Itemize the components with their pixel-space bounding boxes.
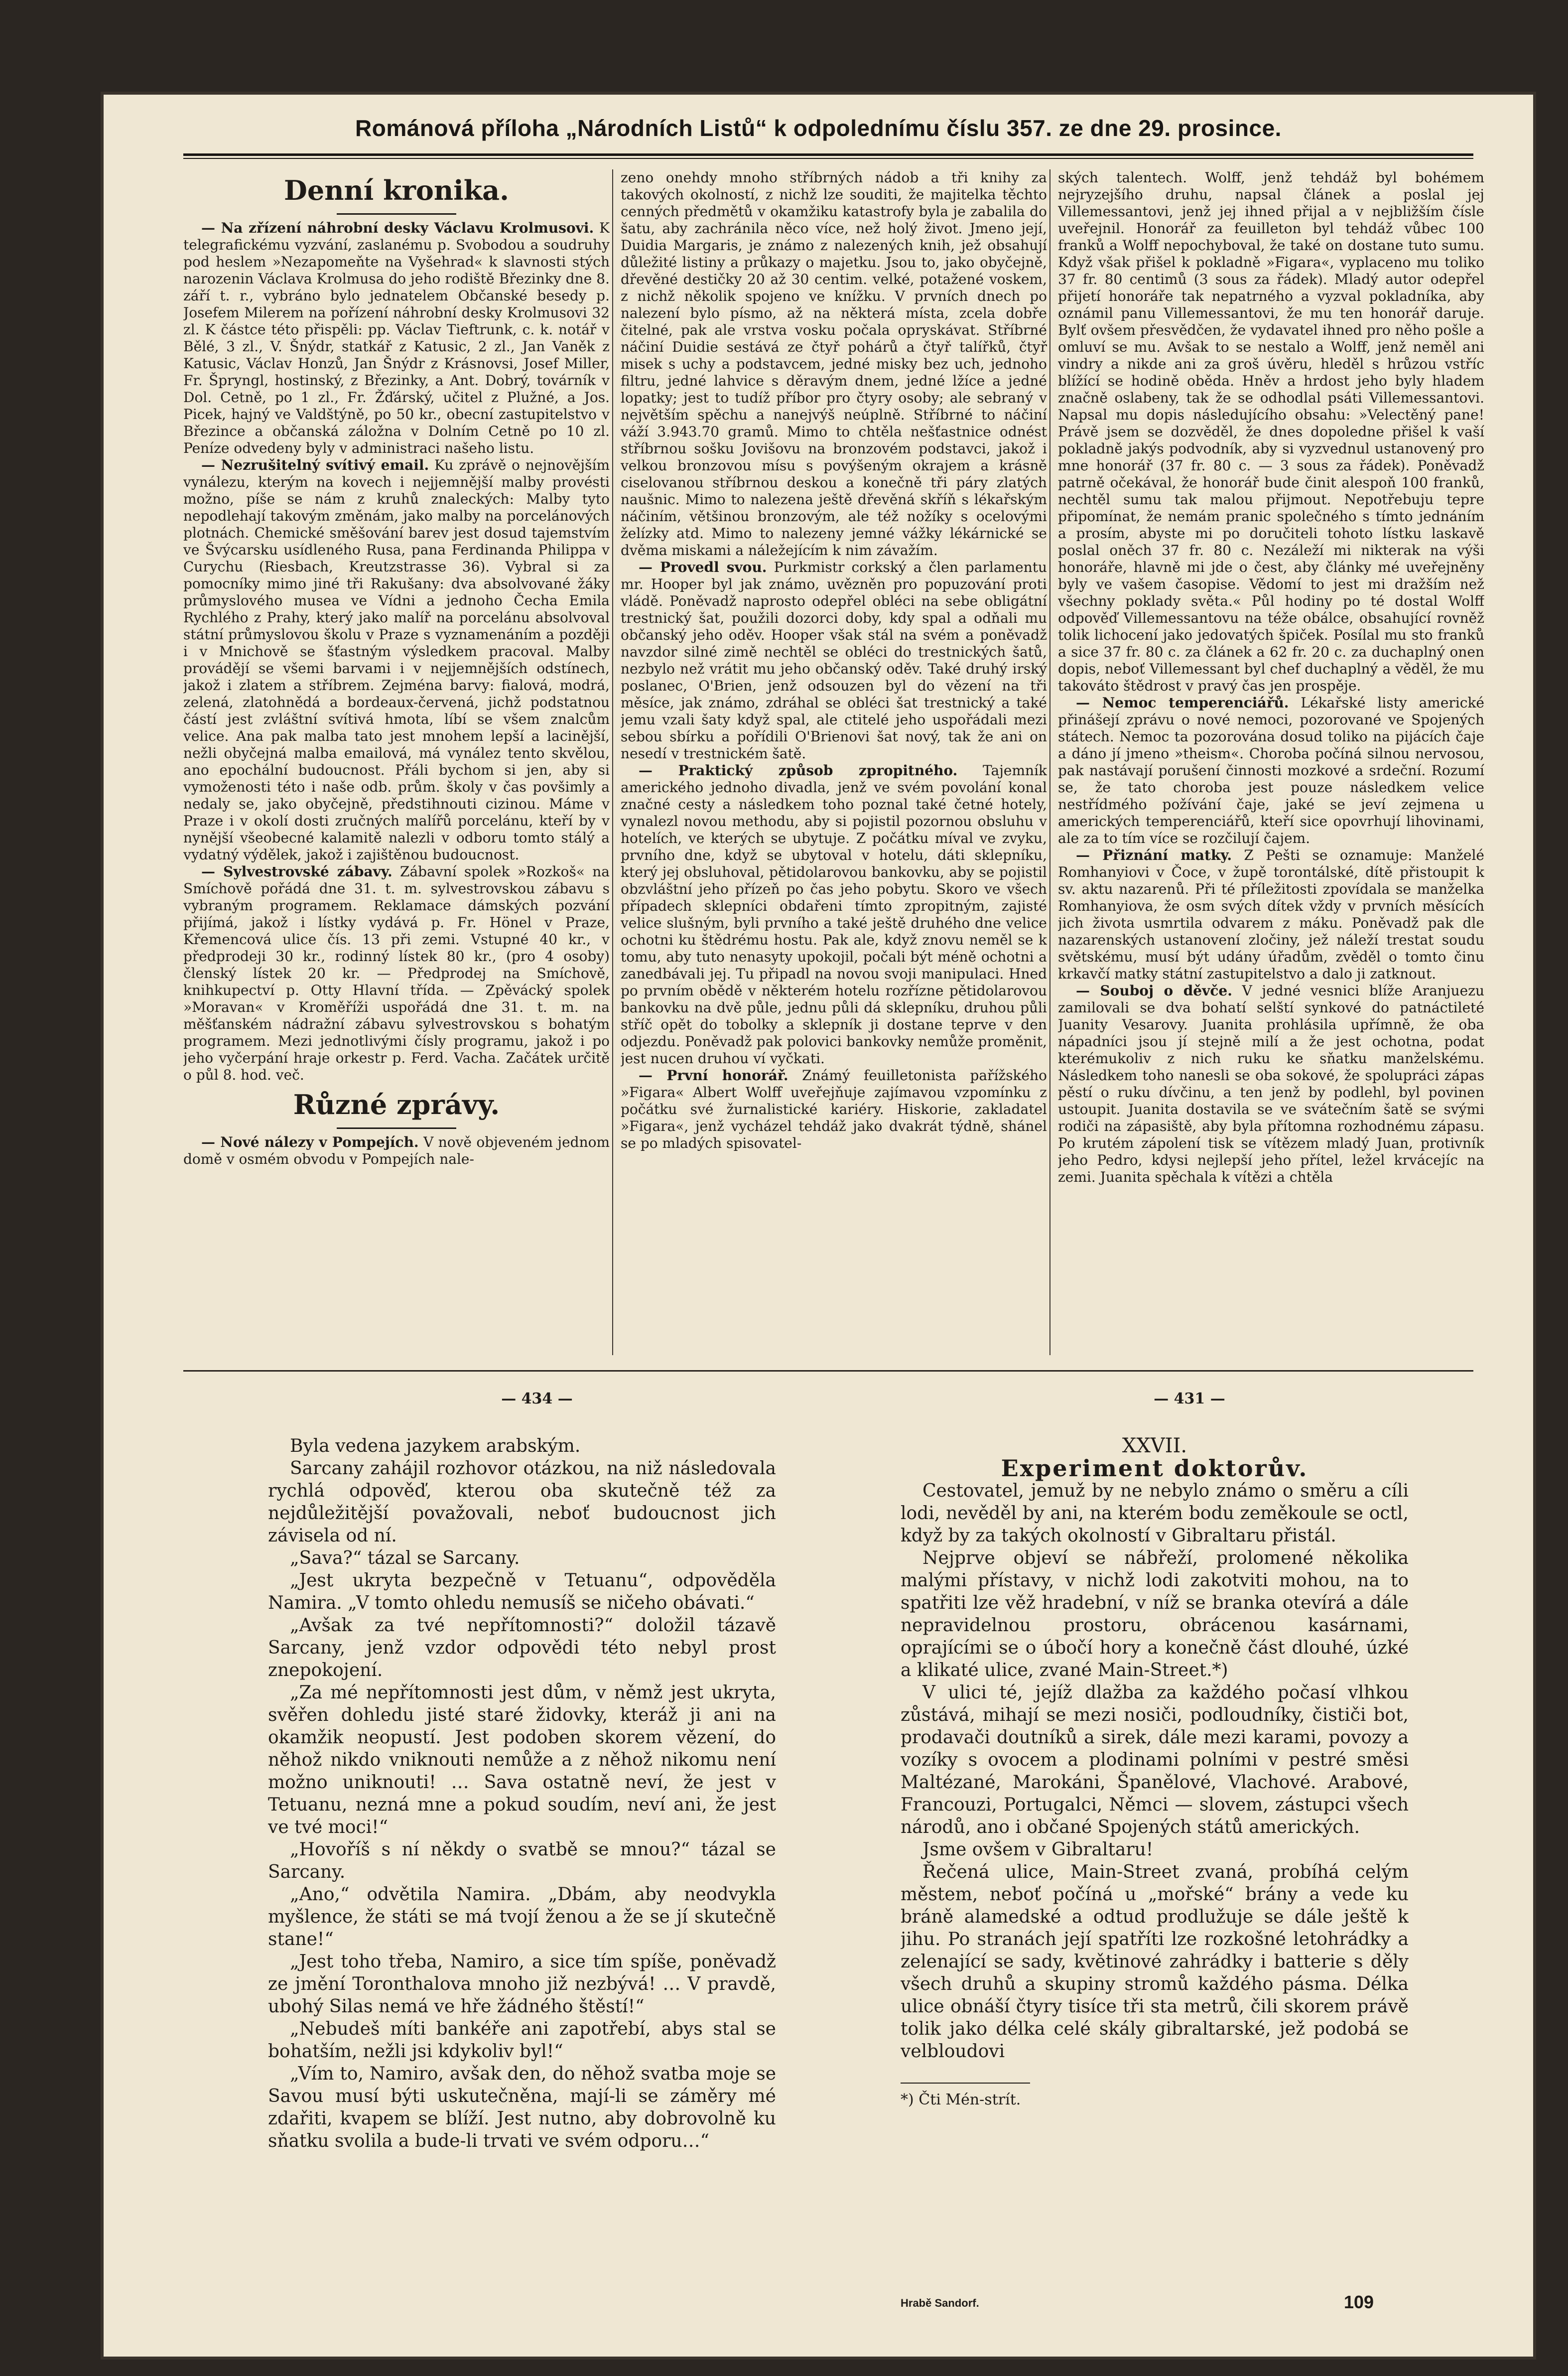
news-column-3	[1058, 169, 1484, 1355]
novel-paragraph: Cestovatel, jemuž by ne nebylo známo o směru a cíli lodi, nevěděl by ani, na kterém bodu zeměkoule se octl, když by za takých okolností v Gibraltaru přistál.	[901, 1481, 1409, 1546]
news-item	[183, 1134, 610, 1168]
novel-page-right	[901, 1435, 1409, 2292]
news-text: Lékařské listy americké přinášejí zprávu o nové nemoci, pozorované ve Spojených státech. Nemoc ta pozorována dosud toliko na pijácích čaje a dáno jí jmeno »theism«. Choroba počíná silnou nervosou, pak nastávají porušení činnosti mozkové a srdeční. Rozumí se, že tato choroba jest pouze následkem velice nestřídmého požívání čaje, jaké se jeví zejmena u amerických temperenciářů, kteří sice opovrhují lihovinami, ale za to tím více se rozčilují čajem.	[1058, 695, 1484, 846]
news-item	[621, 762, 1047, 1067]
news-item	[1058, 847, 1484, 982]
novel-paragraph: Jsme ovšem v Gibraltaru!	[922, 1839, 1154, 1860]
page-header: Románová příloha „Národních Listů“ k odpolednímu číslu 357. ze dne 29. prosince.	[355, 115, 1282, 141]
news-item	[1058, 695, 1484, 847]
novel-paragraph: „Ano,“ odvětila Namira. „Dbám, aby neodvykla myšlence, že státi se má tvojí ženou a že se jí skutečně stane!“	[268, 1884, 776, 1950]
news-rubric: — Na zřízení náhrobní desky Václavu Krolmusovi.	[201, 220, 594, 236]
footnote-rule	[901, 2083, 1030, 2084]
news-column-1	[183, 169, 610, 1355]
page-number-right: — 431 —	[1154, 1390, 1225, 1407]
novel-paragraph: V ulici té, jejíž dlažba za každého počasí vlhkou zůstává, mihají se mezi nosiči, podloudníky, čističi bot, prodavači doutníků a sirek, dále mezi karami, povozy a vozíky s ovocem a plodinami polními v pestré směsi Maltézané, Marokáni, Španělové, Vlachové. Arabové, Francouzi, Portugalci, Němci — slovem, zástupci všech národů, ano i občané Spojených států amerických.	[901, 1682, 1409, 1837]
news-item	[621, 559, 1047, 762]
news-item	[183, 863, 610, 1084]
newspaper-page	[104, 95, 1533, 2357]
section-rule	[337, 1127, 456, 1129]
novel-paragraph: „Avšak za tvé nepřítomnosti?“ doložil tázavě Sarcany, jenž vzdor odpovědi této nebyl prost znepokojení.	[268, 1615, 776, 1680]
news-column-2	[621, 169, 1047, 1355]
sheet-number: 109	[1344, 2292, 1374, 2312]
news-text: Ku zprávě o nejnovějším vynálezu, kterým na kovech i nejjemnější malby provésti možno, píše se nám z kruhů znaleckých: Malby tyto nepodlehají takovým změnám, jako malby na porcelánových plotnách. Chemické směšování barev jest dosud tajemstvím ve Švýcarsku usídleného Rusa, pana Ferdinanda Philippa v Curychu (Riesbach, Kreutzstrasse 36). Vybral si za pomocníky mimo jiné tři Rakušany: dva absolvované žáky průmyslového musea ve Vídni a jednoho Čecha Emila Rychlého z Prahy, který jako malíř na porcelánu absolvoval státní průmyslovou školu v Praze s vyznamenáním a později i v Mnichově se šťastným výsledkem pracoval. Malby provádějí se všemi barvami i v nejjemnějších odstínech, jakož i zlatem a stříbrem. Zejména barvy: fialová, modrá, zelená, zlatohnědá a bordeaux-červená, jichž podstatnou částí jest zvláštní svítivá hmota, líbí se všem znalcům velice. Ana pak malba tato jest mnohem lepší a lacinější, nežli obyčejná malba emailová, má vynález tento skvělou, ano epochální budoucnost. Přáli bychom si jen, aby si vymoženosti této i naše odb. prům. školy v čas povšimly a nedaly se, jako obyčejně, předstihnouti cizinou. Máme v Praze i v okolí dosti zručných malířů porcelánu, kteří by v nynější všeobecné kalamitě nalezli v odboru tomto stálý a vydatný výdělek, jakož i zajištěnou budoucnost.	[183, 457, 610, 863]
news-rubric: — Praktický způsob zpropitného.	[639, 762, 958, 779]
news-rubric: — Přiznání matky.	[1076, 847, 1232, 863]
news-rubric: — Sylvestrovské zábavy.	[201, 863, 392, 880]
novel-page-left	[268, 1435, 776, 2292]
novel-paragraph: Sarcany zahájil rozhovor otázkou, na niž následovala rychlá odpověď, kterou oba skutečně též za nejdůležitější považovali, neboť budoucnost jich závisela od ní.	[268, 1458, 776, 1546]
column-separator	[1049, 169, 1050, 1355]
chapter-title: Experiment doktorův.	[1001, 1455, 1308, 1482]
novel-paragraph: „Hovoříš s ní někdy o svatbě se mnou?“ tázal se Sarcany.	[268, 1839, 776, 1882]
section-title-denni-kronika: Denní kronika.	[284, 174, 509, 206]
novel-paragraph: „Sava?“ tázal se Sarcany.	[290, 1548, 520, 1568]
news-rubric: — Nové nálezy v Pompejích.	[201, 1134, 419, 1150]
page-number-left: — 434 —	[501, 1390, 573, 1407]
news-rubric: — Provedl svou.	[639, 559, 767, 575]
section-rule	[337, 213, 456, 215]
header-rule	[183, 153, 1473, 159]
news-rubric: — První honorář.	[639, 1067, 788, 1084]
section-divider	[183, 1370, 1473, 1372]
news-text: zeno onehdy mnoho stříbrných nádob a tři knihy za takových okolností, z nichž lze souditi, že majitelka těchto cenných předmětů v okamžiku katastrofy byla je zabalila do šatu, aby zachránila něco více, než holý život. Jmeno její, Duidia Margaris, je známo z nalezených knih, jež obsahují důležité listiny a průkazy o majetku. Jsou to, jako obyčejně, dřevěné destičky 20 až 30 centim. velké, potažené voskem, z nichž několik spojeno ve knížku. V prvních dnech po nalezení bylo písmo, až na některá místa, zcela dobře čitelné, pak ale vrstva vosku počala opryskávat. Stříbrné náčiní Duidie sestává ze čtyř pohárů a čtyř talířků, čtyř misek s uchy a podstavcem, jedné misky bez uch, jednoho filtru, jedné lahvice s děravým dnem, jedné lžíce a jedné lopatky; jest to tudíž příbor pro čtyry osoby; ale sebraný v největším spěchu a nanejvýš neúplně. Stříbrné to náčiní váží 3.943.70 gramů. Mimo to chtěla nešťastnice odnést stříbrnou sošku Jovišovu na bronzovém podstavci, jakož i velkou bronzovou mísu s povýšeným okrajem a krásně ciselovanou stříbrnou deskou a konečně tři páry zlatých naušnic. Mimo to nalezena ještě dřevěná skříň s lékařským náčiním, většinou bronzovým, ale též nožíky s ocelovými želízky atd. Mimo to nalezeny jemné vážky lékárnické se dvěma miskami a náležejícím k nim závažím.	[621, 169, 1047, 559]
novel-paragraph: „Nebudeš míti bankéře ani zapotřebí, abys stal se bohatším, nežli jsi kdykoliv byl!“	[268, 2019, 776, 2062]
novel-paragraph: „Za mé nepřítomnosti jest dům, v němž jest ukryta, svěřen dohledu jisté staré židovky, kteráž ji ani na okamžik neopustí. Jest podoben skorem vězení, do něhož nikdo vniknouti nemůže a z něhož nikomu není možno uniknouti! … Sava ostatně neví, že jest v Tetuanu, nezná mne a pokud soudím, neví ani, že jest ve tvé moci!“	[268, 1682, 776, 1837]
news-text: Purkmistr corkský a člen parlamentu mr. Hooper byl jak známo, uvězněn pro popuzování proti vládě. Poněvadž naprosto odepřel obléci na sebe obligátní trestnický šat, použili dozorci doby, kdy spal a odňali mu občanský jeho oděv. Hooper však stál na svém a poněvadž navzdor silné zimě nechtěl se obléci do trestnických šatů, nezbylo než vrátit mu jeho občanský oděv. Také druhý irský poslanec, O'Brien, jenž odsouzen byl do vězení na tři měsíce, jak známo, zdráhal se obléci šat trestnický a také jemu vzali šaty když spal, ale ctitelé jeho uspořádali mezi sebou sbírku a pořídili O'Brienovi šat nový, tak že ani on nesedí v trestnickém šatě.	[621, 559, 1047, 762]
news-item	[183, 220, 610, 457]
footnote: *) Čti Mén-strít.	[901, 2091, 1021, 2108]
news-text: V nově objeveném jednom domě v osmém obvodu v Pompejích nale-	[183, 1134, 610, 1167]
book-imprint: Hrabě Sandorf.	[901, 2297, 979, 2309]
news-text: Tajemník amerického jednoho divadla, jenž ve svém povolání konal značné cesty a následkem toho poznal také četné hotely, vynalezl novou methodu, aby si pojistil pozornou obsluhu v hotelích, ve kterých se ubytuje. Z počátku míval ve zvyku, prvního dne, když se ubytoval v hotelu, dáti sklepníku, který jej obsluhoval, pětidolarovou bankovku, aby se pojistil obzvláštní jeho přízeň po čas jeho pobytu. Skoro ve všech případech sklepníci obdařeni tímto zpropitným, zajisté velice slušným, byli prvního a také ještě druhého dne velice ochotni ku štědrému hostu. Pak ale, když znovu neměl se k tomu, aby tuto nenasyty upokojil, počali být méně ochotni a zanedbávali jej. Tu připadl na novou svoji manipulaci. Hned po prvním obědě v některém hotelu rozříznе pětidolarovou bankovku na dvě půle, jednu půli dá sklepníku, druhou půli stříč opět do tobolky a sklepník ji dostane teprve v den odjezdu. Poněvadž pak polovici bankovky nemůže proměnit, jest nucen druhou ví vyčkati.	[621, 762, 1047, 1067]
news-text: K telegrafickému vyzvání, zaslanému p. Svobodou a soudruhy pod heslem »Nezapomeňte na Vyšehrad« k slavnosti stých narozenin Václava Krolmusa do jeho rodiště Březinky dne 8. září t. r., vybráno bylo jednatelem Občanské besedy p. Josefem Milerem na pořízení náhrobní desky Krolmusovi 32 zl. K částce této přispěli: pp. Václav Tieftrunk, c. k. notář v Bělé, 3 zl., V. Šnýdr, statkář z Katusic, 2 zl., Jan Vaněk z Katusic, Václav Honzů, Jan Šnýdr z Krásnovsi, Josef Miller, Fr. Špryngl, hostinský, z Březinky, a Ant. Dobrý, továrník v Dol. Cetně, po 1 zl., Fr. Žďárský, učitel z Plužné, a Jos. Picek, hajný ve Valdštýně, po 50 kr., obecní zastupitelstvo v Březince a občanská záložna v Dolním Cetně po 10 zl. Peníze odvedeny byly v administraci našeho listu.	[183, 220, 610, 456]
novel-paragraph: „Vím to, Namiro, avšak den, do něhož svatba mojе se Savou musí býti uskutečněna, mají-li se záměry mé zdařiti, kvapem se blíží. Jest nutno, aby dobrovolně ku sňatku svolila a bude-li trvati ve svém odporu…“	[268, 2064, 776, 2151]
news-item	[183, 457, 610, 863]
novel-paragraph: Řečená ulice, Main-Street zvaná, probíhá celým městem, neboť počíná u „mořské“ brány a vede ku bráně alamedské a odtud prodlužuje se dále ještě k jihu. Po stranách její spatříti lze rozkošné letohrádky a zelenající se sady, květinové zahrádky i batterie s děly všech druhů a skupiny stromů každého pásma. Délka ulice obnáší čtyry tisíce tři sta metrů, čili skorem právě tolik jako délka celé skály gibraltarské, jež podobá se velbloudovi	[901, 1862, 1409, 2062]
column-separator	[612, 169, 613, 1355]
news-text: Zábavní spolek »Rozkoš« na Smíchově pořádá dne 31. t. m. sylvestrovskou zábavu s vybraným programem. Reklamace dámských pozvání přijímá, jakož i lístky vydává p. Fr. Hönel v Praze, Křemencová ulice čís. 13 při zemi. Vstupné 40 kr., v předprodeji 30 kr., rodinný lístek 80 kr., (pro 4 osoby) členský lístek 20 kr. — Předprodej na Smíchově, knihkupectví p. Otty Hlavní třída. — Zpěvácký spolek »Moravan« v Kroměříži uspořádá dne 31. t. m. na měšťanském nádražní zábavu sylvestrovskou s bohatým programem. Mezi jednotlivými čísly programu, jakož i po jeho vyčerpání hraje orkestr p. Ferd. Vacha. Začátek určitě o půl 8. hod. več.	[183, 863, 610, 1083]
news-text: Známý feuilletonista pařížského »Figara« Albert Wolff uveřejňuje zajímavou vzpomínku z počátku své žurnalistické kariéry. Hiskorie, zakladatel »Figara«, jenž vycházel tehdáž jako dvakrát týdně, shánel se po mladých spisovatel-	[621, 1067, 1047, 1151]
novel-paragraph: Nejprve objeví se nábřeží, prolomené několika malými přístavy, v nichž lodi zakotviti mohou, na to spatřiti lze věž hradební, v níž se branka otevírá a dále nepravidelnou prostoru, obrácenou kasárnami, oprajícími se o úbočí hory a konečně část dlouhé, úzké a klikaté ulice, zvané Main-Street.*)	[901, 1548, 1409, 1680]
novel-paragraph: „Jest toho třeba, Namiro, a sice tím spíše, poněvadž ze jmění Toronthalova mnoho již nezbývá! … V pravdě, ubohý Silas nemá ve hře žádného štěstí!“	[268, 1952, 776, 2017]
news-text: V jedné vesnici blíže Aranjuezu zamilovali se dva bohatí selští synkové do patnáctileté Juanity Vesarovy. Juanita prohlásila upřímně, že oba nápadníci jsou jí stejně milí a že jest ochotna, podat kterémukoliv z nich ruku ke sňatku manželskému. Následkem toho nanesli se oba sokové, že spolupráci zápas pěstí o ruku dívčinu, a ten jenž by podlehl, byl povinen ustoupit. Juanita dostavila se ve svátečním šatě se svými rodiči na zápasiště, aby byla přítomna rozhodnému zápasu. Po krutém zápolení tisk se vítězem mladý Juan, protivník jeho Pedro, kdysi nejlepší jeho přítel, ležel krvácejíc na zemi. Juanita spěchala k vítězi a chtěla	[1058, 982, 1484, 1185]
novel-paragraph: „Jest ukryta bezpečně v Tetuanu“, odpověděla Namira. „V tomto ohledu nemusíš se ničeho obávati.“	[268, 1570, 776, 1613]
news-rubric: — Nezrušitelný svítivý email.	[201, 457, 429, 473]
news-item	[621, 1067, 1047, 1152]
news-rubric: — Souboj o děvče.	[1076, 982, 1232, 999]
novel-paragraph: Byla vedena jazykem arabským.	[290, 1436, 581, 1456]
news-text: ských talentech. Wolff, jenž tehdáž byl bohémem nejryzejšího druhu, napsal článek a poslal jej Villemessantovi, jenž jej ihned přijal a v nejbližším čísle uveřejnil. Honorář za feuilleton byl tehdáž vůbec 100 franků a Wolff nepochyboval, že také on dostane tuto sumu. Když však přišel k pokladně »Figara«, vyplaceno mu toliko 37 fr. 80 centimů (3 sous za řádek). Mladý autor odepřel přijetí honoráře tak nepatrného a vyzval pokladníka, aby oznámil panu Villemessantovi, že mu ten honorář daruje. Bylť ovšem přesvědčen, že vydavatel ihned pro něho pošle a omluví se mu. Avšak to se nestalo a Wolff, jenž neměl ani vindry a nikde ani za groš úvěru, hleděl s hrůzou vstříc blížící se hodině oběda. Hněv a hrdost jeho byly hladem značně oslabeny, tak že se odhodlal psáti Villemessantovi. Napsal mu dopis následujícího obsahu: »Velectěný pane! Právě jsem se dozvěděl, že dnes dopoledne přišel k vaší pokladně jakýs podvodník, aby si vyzvednul ustanovený pro mne honorář (37 fr. 80 c. — 3 sous za řádek). Poněvadž patrně očekával, že honorář bude činit alespoň 100 franků, nechtěl sumu tak malou přijmout. Nepotřebuju tepre připomínat, že nemám pranic společného s tímto jednáním a prosím, abyste mi po doručiteli tohoto lístku laskavě poslal oněch 37 fr. 80 c. Nezáleží mi nikterak na výši honoráře, hlavně mi jde o čest, aby články mé uveřejněny byly ve vašem časopise. Vědomí to jest mi dražším než všechny poklady světa.« Půl hodiny po té dostal Wolff odpověď Villemessantovu na téže obálce, obsahující rovněž tolik lichocení jako jedovatých špiček. Posílal mu sto franků a sice 37 fr. 80 c. za článek a 62 fr. 20 c. za duchaplný onen dopis, neboť Villemessant byl chef duchaplný a věděl, že mu takováto štědrost v pravý čas jen prospěje.	[1058, 169, 1484, 694]
news-rubric: — Nemoc temperenciářů.	[1076, 695, 1289, 711]
news-text: Z Pešti se oznamuje: Manželé Romhanyiovi v Čoce, v župě torontálské, dítě přistoupit k sv. aktu nazarenů. Při té příležitosti zpovídala se manželka Romhanyiova, že osm svých dítek vždy v prvních měsících jich života usmrtila odvarem z máku. Poněvadž pak dle nazarenských ustanovení zločiny, jež náleží trestat soudu světskému, musí být udány úřadům, zvěděl o tomto činu krkavčí matky státní zastupitelstvo a dalo ji zatknout.	[1058, 847, 1484, 982]
chapter-number: XXVII.	[1122, 1435, 1187, 1457]
news-item	[1058, 982, 1484, 1186]
section-title-ruzne-zpravy: Různé zprávy.	[293, 1089, 500, 1120]
